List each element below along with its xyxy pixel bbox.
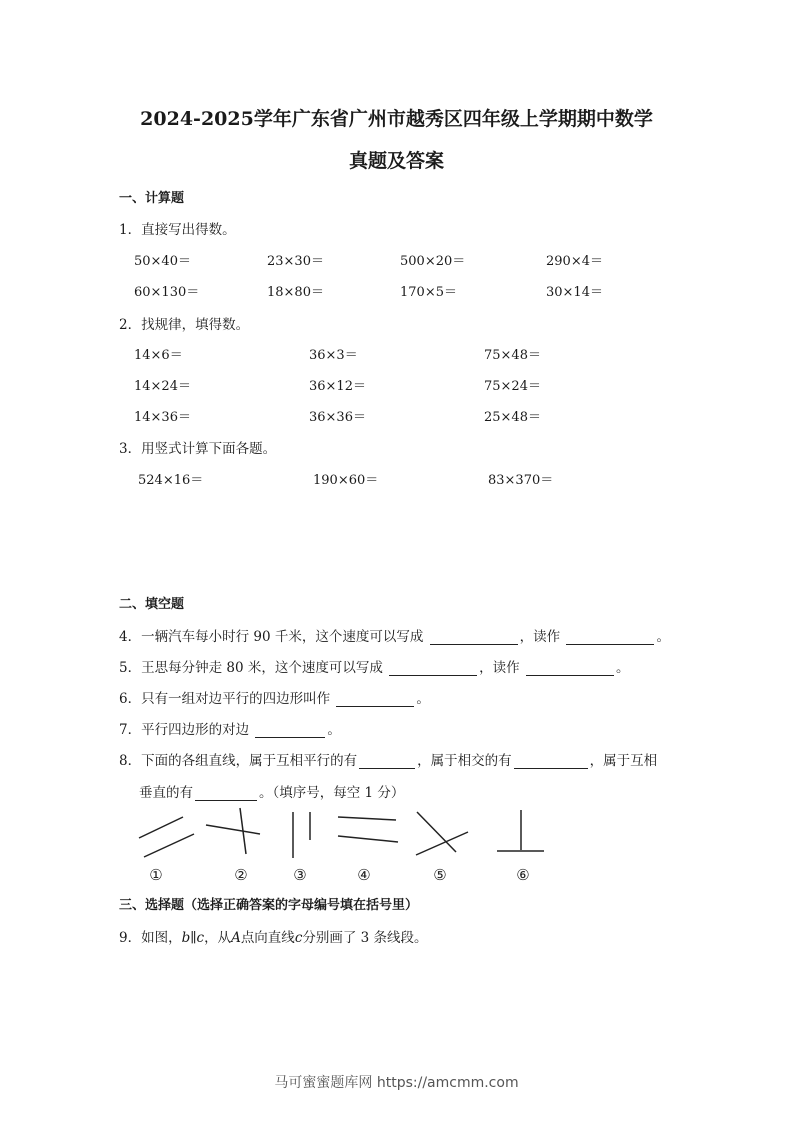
question-8-text: 垂直的有 — [139, 785, 193, 801]
variable-c: c — [196, 930, 205, 946]
answer-blank[interactable] — [514, 756, 588, 769]
question-8-line1 — [119, 749, 657, 769]
question-4-text: ，读作 — [519, 629, 561, 645]
answer-blank[interactable] — [430, 632, 518, 645]
expression: 75×24＝ — [484, 379, 541, 394]
question-9-text: 9．如图， — [119, 930, 182, 946]
expression: 36×36＝ — [309, 410, 366, 425]
question-9-text: 分别画了 3 条线段。 — [302, 930, 428, 946]
footer-watermark: 马可蜜蜜题库网 https://amcmm.com — [274, 1075, 519, 1091]
question-8-text: ，属于相交的有 — [417, 753, 512, 769]
question-7 — [119, 718, 341, 738]
answer-blank[interactable] — [255, 725, 325, 738]
expression: 36×3＝ — [309, 348, 358, 363]
expression: 60×130＝ — [134, 285, 200, 300]
expression: 25×48＝ — [484, 410, 541, 425]
expression: 14×6＝ — [134, 348, 183, 363]
figure-label: ② — [234, 866, 248, 884]
question-7-text: 。 — [327, 722, 341, 738]
variable-c: c — [294, 930, 303, 946]
figure-line — [206, 825, 260, 834]
figure-label: ⑤ — [433, 866, 447, 884]
expression: 36×12＝ — [309, 379, 366, 394]
question-9-text: 点向直线 — [240, 930, 295, 946]
answer-blank[interactable] — [336, 694, 414, 707]
question-9-text: ，从 — [204, 930, 232, 946]
expression: 50×40＝ — [134, 254, 191, 269]
answer-blank[interactable] — [195, 788, 257, 801]
question-8-text: 。（填序号，每空 1 分） — [259, 785, 405, 801]
expression: 14×24＝ — [134, 379, 191, 394]
page-title-line2: 真题及答案 — [348, 150, 444, 172]
question-5-text: 5．王思每分钟走 80 米，这个速度可以写成 — [119, 660, 383, 676]
question-4 — [119, 625, 670, 645]
variable-b: b — [181, 930, 191, 946]
figure-line — [416, 832, 468, 855]
answer-blank[interactable] — [566, 632, 654, 645]
page-title-line1: 2024-2025学年广东省广州市越秀区四年级上学期期中数学 — [140, 108, 653, 130]
question-8-text: 8．下面的各组直线，属于互相平行的有 — [119, 753, 358, 769]
parallel-symbol: ∥ — [190, 930, 197, 946]
question-1-stem: 1．直接写出得数。 — [119, 222, 236, 238]
expression: 30×14＝ — [546, 285, 603, 300]
figure-line — [144, 834, 194, 857]
expression: 524×16＝ — [138, 473, 204, 488]
figure-line — [338, 836, 398, 842]
figure-line — [338, 817, 396, 820]
question-5 — [119, 656, 629, 676]
expression: 75×48＝ — [484, 348, 541, 363]
expression: 23×30＝ — [267, 254, 324, 269]
question-4-text: 。 — [656, 629, 670, 645]
question-5-text: ，读作 — [479, 660, 520, 676]
question-9 — [119, 926, 428, 946]
question-4-text: 4．一辆汽车每小时行 90 千米，这个速度可以写成 — [119, 629, 424, 645]
expression: 290×4＝ — [546, 254, 603, 269]
answer-blank[interactable] — [359, 756, 415, 769]
expression: 83×370＝ — [488, 473, 554, 488]
question-7-text: 7．平行四边形的对边 — [119, 722, 250, 738]
figure-label: ④ — [357, 866, 371, 884]
answer-blank[interactable] — [526, 663, 614, 676]
answer-blank[interactable] — [389, 663, 477, 676]
question-6-text: 。 — [416, 691, 430, 707]
question-3-stem: 3．用竖式计算下面各题。 — [119, 441, 277, 457]
expression: 14×36＝ — [134, 410, 191, 425]
question-6 — [119, 687, 430, 707]
section-heading-fill-blank: 二、填空题 — [119, 597, 185, 612]
expression: 190×60＝ — [313, 473, 379, 488]
question-5-text: 。 — [615, 660, 630, 676]
expression: 170×5＝ — [400, 285, 457, 300]
question-2-stem: 2．找规律，填得数。 — [119, 317, 250, 333]
figure-label: ⑥ — [516, 866, 530, 884]
figure-line — [139, 817, 183, 838]
point-a: A — [231, 930, 241, 946]
expression: 18×80＝ — [267, 285, 324, 300]
expression: 500×20＝ — [400, 254, 466, 269]
figure-label: ① — [149, 866, 163, 884]
question-6-text: 6．只有一组对边平行的四边形叫作 — [119, 691, 331, 707]
question-8-text: ，属于互相 — [589, 753, 658, 769]
question-8-line2 — [139, 781, 404, 801]
figure-label: ③ — [293, 866, 307, 884]
section-heading-calculation: 一、计算题 — [119, 191, 185, 206]
lines-figure — [120, 802, 560, 890]
section-heading-choice: 三、选择题（选择正确答案的字母编号填在括号里） — [119, 898, 419, 913]
